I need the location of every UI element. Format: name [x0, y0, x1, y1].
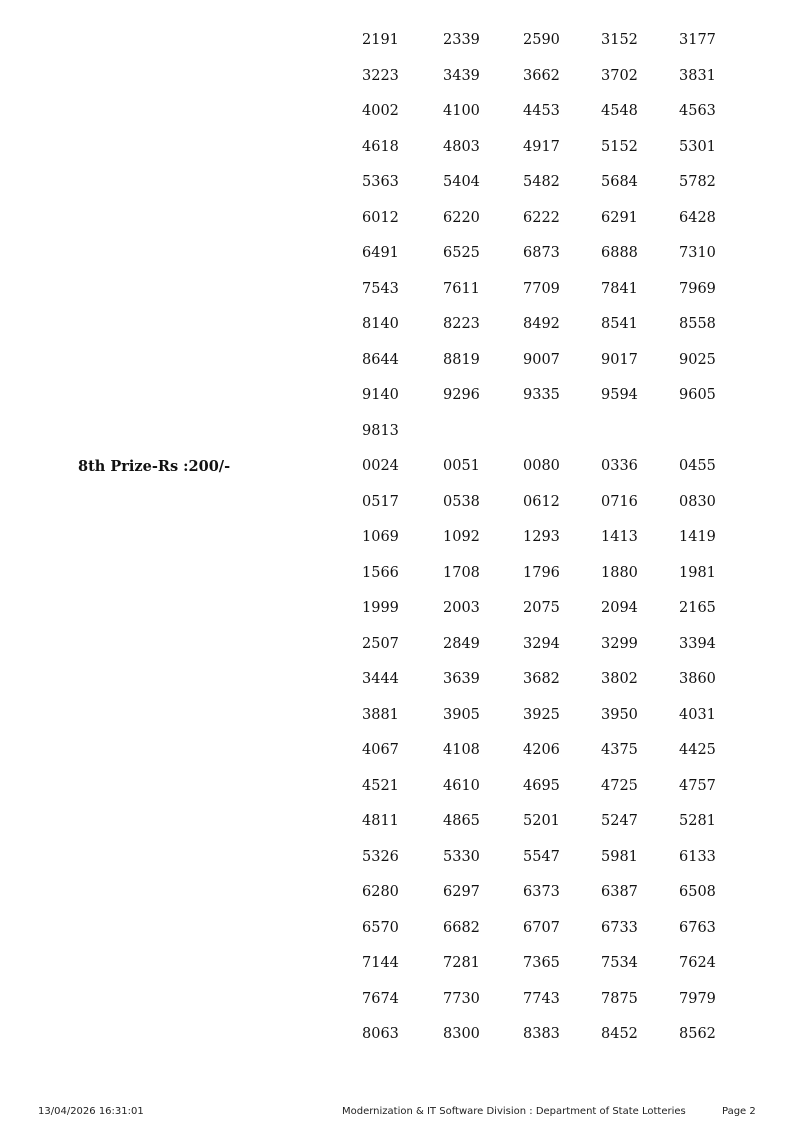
number-row	[0, 307, 800, 343]
footer-timestamp: 13/04/2026 16:31:01	[38, 1106, 144, 1117]
winning-number: 3639	[443, 671, 480, 687]
number-row	[0, 627, 800, 663]
winning-number: 1069	[362, 529, 399, 545]
winning-number: 6428	[679, 209, 716, 226]
winning-number: 8492	[523, 316, 560, 332]
winning-number: 7979	[679, 990, 716, 1007]
winning-number: 1092	[443, 529, 480, 545]
winning-number: 1293	[523, 529, 560, 545]
footer-page-number: Page 2	[722, 1106, 756, 1117]
winning-number: 3177	[679, 32, 716, 48]
winning-number: 6508	[679, 884, 716, 900]
winning-number: 6873	[523, 245, 560, 261]
winning-number: 4548	[601, 103, 638, 119]
winning-number: 4206	[523, 742, 560, 758]
winning-number: 5247	[601, 813, 638, 829]
winning-number: 7365	[523, 955, 560, 971]
winning-number: 6280	[362, 884, 399, 900]
results-list	[0, 23, 800, 1053]
winning-number: 3662	[523, 67, 560, 84]
winning-number: 3950	[601, 706, 638, 723]
winning-number: 4811	[362, 813, 399, 829]
number-row	[0, 59, 800, 95]
winning-number: 3860	[679, 671, 716, 687]
winning-number: 0517	[362, 493, 399, 510]
winning-number: 2849	[443, 635, 480, 652]
number-row	[0, 875, 800, 911]
prize-section	[0, 449, 800, 1053]
winning-number: 6297	[443, 884, 480, 900]
number-row	[0, 414, 800, 450]
winning-number: 7674	[362, 990, 399, 1007]
number-row	[0, 698, 800, 734]
footer-division: Modernization & IT Software Division : Department of State Lotteries	[342, 1106, 686, 1117]
winning-number: 2339	[443, 32, 480, 48]
number-row	[0, 556, 800, 592]
winning-number: 3881	[362, 706, 399, 723]
winning-number: 4563	[679, 103, 716, 119]
winning-number: 4725	[601, 777, 638, 794]
winning-number: 0716	[601, 493, 638, 510]
number-row	[0, 130, 800, 166]
winning-number: 5404	[443, 174, 480, 190]
winning-number: 3802	[601, 671, 638, 687]
winning-number: 0612	[523, 493, 560, 510]
winning-number: 5482	[523, 174, 560, 190]
winning-number: 4031	[679, 706, 716, 723]
winning-number: 7534	[601, 955, 638, 971]
winning-number: 7743	[523, 990, 560, 1007]
winning-number: 1419	[679, 529, 716, 545]
winning-number: 0024	[362, 458, 399, 474]
winning-number: 6682	[443, 919, 480, 936]
winning-number: 6491	[362, 245, 399, 261]
number-row	[0, 236, 800, 272]
number-row	[0, 23, 800, 59]
winning-number: 9140	[362, 387, 399, 403]
number-row	[0, 840, 800, 876]
winning-number: 2507	[362, 635, 399, 652]
winning-number: 8223	[443, 316, 480, 332]
number-row	[0, 343, 800, 379]
winning-number: 5152	[601, 138, 638, 155]
winning-number: 5547	[523, 848, 560, 865]
winning-number: 3831	[679, 67, 716, 84]
winning-number: 6707	[523, 919, 560, 936]
winning-number: 0051	[443, 458, 480, 474]
winning-number: 6133	[679, 848, 716, 865]
winning-number: 0336	[601, 458, 638, 474]
winning-number: 5684	[601, 174, 638, 190]
winning-number: 8819	[443, 351, 480, 368]
winning-number: 5326	[362, 848, 399, 865]
winning-number: 9296	[443, 387, 480, 403]
winning-number: 4425	[679, 742, 716, 758]
winning-number: 7144	[362, 955, 399, 971]
winning-number: 6763	[679, 919, 716, 936]
number-row	[0, 378, 800, 414]
winning-number: 5981	[601, 848, 638, 865]
winning-number: 9007	[523, 351, 560, 368]
winning-number: 3702	[601, 67, 638, 84]
winning-number: 3223	[362, 67, 399, 84]
winning-number: 7841	[601, 280, 638, 297]
winning-number: 4100	[443, 103, 480, 119]
winning-number: 2003	[443, 600, 480, 616]
prize-section	[0, 23, 800, 449]
number-row	[0, 94, 800, 130]
winning-number: 1999	[362, 600, 399, 616]
number-row	[0, 520, 800, 556]
winning-number: 0830	[679, 493, 716, 510]
winning-number: 3444	[362, 671, 399, 687]
number-row	[0, 804, 800, 840]
winning-number: 9813	[362, 422, 399, 439]
winning-number: 3905	[443, 706, 480, 723]
winning-number: 3925	[523, 706, 560, 723]
winning-number: 3682	[523, 671, 560, 687]
winning-number: 4865	[443, 813, 480, 829]
winning-number: 5281	[679, 813, 716, 829]
winning-number: 4067	[362, 742, 399, 758]
winning-number: 5330	[443, 848, 480, 865]
winning-number: 3299	[601, 635, 638, 652]
winning-number: 9017	[601, 351, 638, 368]
winning-number: 4695	[523, 777, 560, 794]
winning-number: 6012	[362, 209, 399, 226]
number-row	[0, 733, 800, 769]
winning-number: 3394	[679, 635, 716, 652]
winning-number: 6733	[601, 919, 638, 936]
winning-number: 3152	[601, 32, 638, 48]
winning-number: 7543	[362, 280, 399, 297]
prize-label: 8th Prize-Rs :200/-	[78, 458, 231, 475]
winning-number: 6525	[443, 245, 480, 261]
winning-number: 1413	[601, 529, 638, 545]
winning-number: 4618	[362, 138, 399, 155]
winning-number: 8063	[362, 1026, 399, 1042]
winning-number: 6291	[601, 209, 638, 226]
winning-number: 7624	[679, 955, 716, 971]
winning-number: 1796	[523, 564, 560, 581]
winning-number: 6373	[523, 884, 560, 900]
number-row	[0, 449, 800, 485]
number-row	[0, 165, 800, 201]
winning-number: 7730	[443, 990, 480, 1007]
number-row	[0, 982, 800, 1018]
winning-number: 0080	[523, 458, 560, 474]
winning-number: 0538	[443, 493, 480, 510]
winning-number: 6220	[443, 209, 480, 226]
winning-number: 1708	[443, 564, 480, 581]
winning-number: 5201	[523, 813, 560, 829]
winning-number: 2590	[523, 32, 560, 48]
winning-number: 4453	[523, 103, 560, 119]
winning-number: 8383	[523, 1026, 560, 1042]
winning-number: 7969	[679, 280, 716, 297]
winning-number: 4375	[601, 742, 638, 758]
winning-number: 6888	[601, 245, 638, 261]
winning-number: 4521	[362, 777, 399, 794]
number-row	[0, 591, 800, 627]
number-row	[0, 272, 800, 308]
winning-number: 8558	[679, 316, 716, 332]
winning-number: 0455	[679, 458, 716, 474]
number-row	[0, 662, 800, 698]
winning-number: 4002	[362, 103, 399, 119]
winning-number: 5363	[362, 174, 399, 190]
number-row	[0, 946, 800, 982]
winning-number: 5301	[679, 138, 716, 155]
winning-number: 9025	[679, 351, 716, 368]
winning-number: 8562	[679, 1026, 716, 1042]
winning-number: 2094	[601, 600, 638, 616]
winning-number: 4917	[523, 138, 560, 155]
winning-number: 9335	[523, 387, 560, 403]
winning-number: 4803	[443, 138, 480, 155]
number-row	[0, 911, 800, 947]
winning-number: 7281	[443, 955, 480, 971]
winning-number: 9605	[679, 387, 716, 403]
number-row	[0, 1017, 800, 1053]
winning-number: 8644	[362, 351, 399, 368]
winning-number: 2075	[523, 600, 560, 616]
winning-number: 8300	[443, 1026, 480, 1042]
winning-number: 7875	[601, 990, 638, 1007]
winning-number: 1566	[362, 564, 399, 581]
number-row	[0, 769, 800, 805]
winning-number: 1880	[601, 564, 638, 581]
winning-number: 2191	[362, 32, 399, 48]
winning-number: 7310	[679, 245, 716, 261]
number-row	[0, 485, 800, 521]
winning-number: 7709	[523, 280, 560, 297]
winning-number: 4610	[443, 777, 480, 794]
winning-number: 5782	[679, 174, 716, 190]
number-row	[0, 201, 800, 237]
winning-number: 4757	[679, 777, 716, 794]
winning-number: 1981	[679, 564, 716, 581]
winning-number: 6570	[362, 919, 399, 936]
winning-number: 8541	[601, 316, 638, 332]
winning-number: 6387	[601, 884, 638, 900]
winning-number: 9594	[601, 387, 638, 403]
winning-number: 7611	[443, 280, 480, 297]
winning-number: 4108	[443, 742, 480, 758]
winning-number: 3294	[523, 635, 560, 652]
winning-number: 6222	[523, 209, 560, 226]
winning-number: 8452	[601, 1026, 638, 1042]
winning-number: 8140	[362, 316, 399, 332]
winning-number: 3439	[443, 67, 480, 84]
winning-number: 2165	[679, 600, 716, 616]
